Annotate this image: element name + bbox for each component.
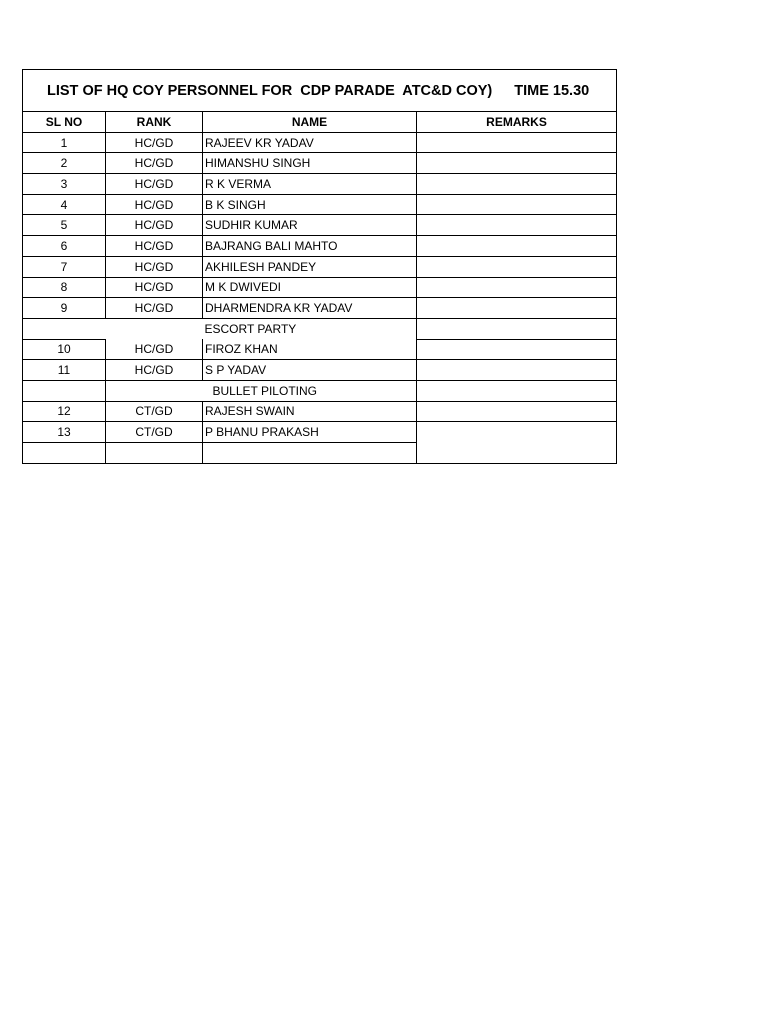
personnel-sheet xyxy=(22,69,617,464)
rank-cell: HC/GD xyxy=(106,360,203,381)
remarks-cell[interactable] xyxy=(417,256,617,277)
name-cell: S P YADAV xyxy=(203,360,417,381)
remarks-cell[interactable] xyxy=(417,443,617,464)
rank-cell: HC/GD xyxy=(106,174,203,195)
table-row xyxy=(23,194,617,215)
remarks-cell[interactable] xyxy=(417,401,617,422)
sl-cell: 8 xyxy=(23,277,106,298)
table-row xyxy=(23,422,617,443)
table-row xyxy=(23,215,617,236)
rank-cell: HC/GD xyxy=(106,153,203,174)
sl-cell: 5 xyxy=(23,215,106,236)
table-row xyxy=(23,277,617,298)
sheet-title xyxy=(22,69,617,111)
rank-cell: CT/GD xyxy=(106,401,203,422)
remarks-cell[interactable] xyxy=(417,194,617,215)
name-cell: BAJRANG BALI MAHTO xyxy=(203,236,417,257)
title-text: LIST OF HQ COY PERSONNEL FOR CDP PARADE ATC&D COY) xyxy=(47,82,493,99)
rank-cell: HC/GD xyxy=(106,236,203,257)
table-row xyxy=(23,174,617,195)
name-cell: SUDHIR KUMAR xyxy=(203,215,417,236)
table-row xyxy=(23,298,617,319)
sl-cell: 12 xyxy=(23,401,106,422)
sl-cell: 11 xyxy=(23,360,106,381)
empty-cell xyxy=(23,318,106,339)
personnel-table xyxy=(22,111,617,464)
section-label-bullet: BULLET PILOTING xyxy=(203,380,417,401)
name-cell: M K DWIVEDI xyxy=(203,277,417,298)
name-cell: B K SINGH xyxy=(203,194,417,215)
table-row xyxy=(23,256,617,277)
header-remarks: REMARKS xyxy=(417,112,617,133)
table-header-row xyxy=(23,112,617,133)
remarks-cell[interactable] xyxy=(417,153,617,174)
rank-cell: HC/GD xyxy=(106,194,203,215)
table-row xyxy=(23,360,617,381)
rank-cell: HC/GD xyxy=(106,215,203,236)
name-cell: P BHANU PRAKASH xyxy=(203,422,417,443)
remarks-cell[interactable] xyxy=(417,422,617,443)
rank-cell: HC/GD xyxy=(106,277,203,298)
name-cell: RAJESH SWAIN xyxy=(203,401,417,422)
remarks-cell[interactable] xyxy=(417,174,617,195)
header-name: NAME xyxy=(203,112,417,133)
sl-cell: 2 xyxy=(23,153,106,174)
name-cell xyxy=(203,443,417,464)
sl-cell: 7 xyxy=(23,256,106,277)
section-label-escort: ESCORT PARTY xyxy=(203,318,417,339)
sl-cell: 3 xyxy=(23,174,106,195)
sl-cell: 13 xyxy=(23,422,106,443)
section-row-bullet xyxy=(23,380,617,401)
name-cell: RAJEEV KR YADAV xyxy=(203,132,417,153)
table-row xyxy=(23,236,617,257)
rank-cell: CT/GD xyxy=(106,422,203,443)
remarks-cell[interactable] xyxy=(417,360,617,381)
header-rank: RANK xyxy=(106,112,203,133)
remarks-cell[interactable] xyxy=(417,277,617,298)
rank-cell: HC/GD xyxy=(106,256,203,277)
table-row xyxy=(23,339,617,360)
sl-cell xyxy=(23,443,106,464)
name-cell: R K VERMA xyxy=(203,174,417,195)
remarks-cell[interactable] xyxy=(417,298,617,319)
empty-cell xyxy=(23,380,106,401)
table-row-empty xyxy=(23,443,617,464)
table-row xyxy=(23,132,617,153)
sl-cell: 10 xyxy=(23,339,106,360)
rank-cell: HC/GD xyxy=(106,339,203,360)
name-cell: FIROZ KHAN xyxy=(203,339,417,360)
empty-cell xyxy=(106,318,203,339)
header-sl-no: SL NO xyxy=(23,112,106,133)
name-cell: HIMANSHU SINGH xyxy=(203,153,417,174)
rank-cell: HC/GD xyxy=(106,132,203,153)
rank-cell: HC/GD xyxy=(106,298,203,319)
remarks-cell[interactable] xyxy=(417,318,617,339)
name-cell: DHARMENDRA KR YADAV xyxy=(203,298,417,319)
sl-cell: 4 xyxy=(23,194,106,215)
sl-cell: 1 xyxy=(23,132,106,153)
sl-cell: 9 xyxy=(23,298,106,319)
remarks-cell[interactable] xyxy=(417,215,617,236)
sl-cell: 6 xyxy=(23,236,106,257)
remarks-cell[interactable] xyxy=(417,132,617,153)
rank-cell xyxy=(106,443,203,464)
table-row xyxy=(23,153,617,174)
remarks-cell[interactable] xyxy=(417,339,617,360)
table-row xyxy=(23,401,617,422)
section-row-escort xyxy=(23,318,617,339)
title-time: TIME 15.30 xyxy=(514,82,590,99)
empty-cell xyxy=(106,380,203,401)
remarks-cell[interactable] xyxy=(417,236,617,257)
remarks-cell[interactable] xyxy=(417,380,617,401)
name-cell: AKHILESH PANDEY xyxy=(203,256,417,277)
